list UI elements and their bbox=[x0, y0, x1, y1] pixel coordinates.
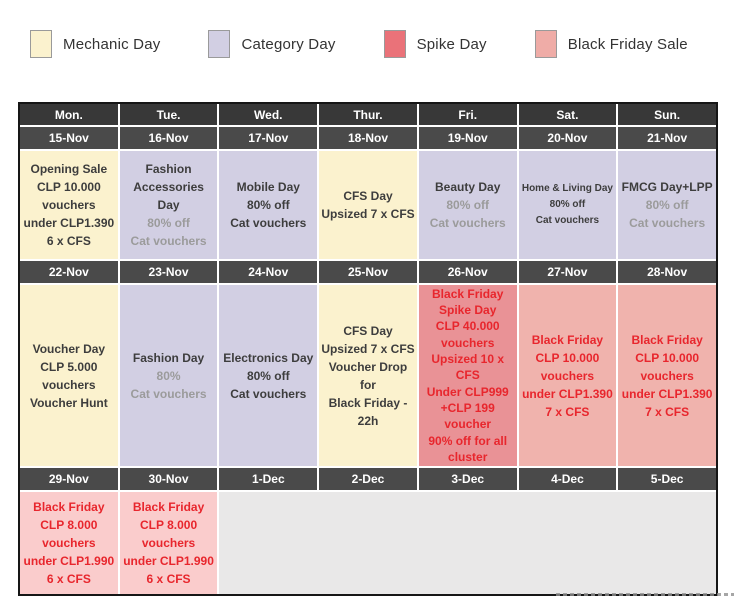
promo-cell-line: Black Friday bbox=[33, 500, 105, 514]
date-cell-26-nov: 26-Nov bbox=[419, 261, 517, 283]
promo-cell-line: Black Friday bbox=[631, 332, 703, 347]
promo-cell-line: under CLP1.390 bbox=[621, 386, 713, 401]
date-cell-2-dec: 2-Dec bbox=[319, 468, 417, 490]
promo-cell-line: Black Friday bbox=[432, 286, 504, 301]
promo-cell-line: CFS Day bbox=[343, 189, 393, 203]
promo-cell-line: 6 x CFS bbox=[46, 234, 91, 248]
day-header-sun: Sun. bbox=[618, 104, 716, 125]
promo-cell-19-nov bbox=[419, 151, 517, 259]
legend-item-black-friday-sale bbox=[535, 30, 710, 58]
day-header-thur: Thur. bbox=[319, 104, 417, 125]
promo-cell-line: under CLP1.990 bbox=[23, 554, 115, 568]
promo-calendar-table bbox=[18, 102, 718, 596]
date-cell-3-dec: 3-Dec bbox=[419, 468, 517, 490]
legend-item-category-day bbox=[208, 30, 357, 58]
promo-cell-line: under CLP1.990 bbox=[123, 554, 214, 568]
date-cell-28-nov: 28-Nov bbox=[618, 261, 716, 283]
promo-cell-21-nov bbox=[618, 151, 716, 259]
promo-cell-line: 80% off bbox=[446, 198, 490, 212]
legend-label-mechanic-day: Mechanic Day bbox=[63, 35, 161, 53]
date-cell-17-nov: 17-Nov bbox=[219, 127, 317, 149]
date-cell-19-nov: 19-Nov bbox=[419, 127, 517, 149]
promo-cell-line: 6 x CFS bbox=[146, 572, 191, 586]
legend-item-mechanic-day bbox=[30, 30, 182, 58]
promo-cell-line: Home & Living Day bbox=[521, 183, 613, 194]
promo-cell-line: under CLP1.390 bbox=[522, 386, 613, 401]
day-header-wed: Wed. bbox=[219, 104, 317, 125]
promo-cell-line: Voucher Hunt bbox=[29, 395, 108, 410]
day-header-tue: Tue. bbox=[120, 104, 218, 125]
date-cell-25-nov: 25-Nov bbox=[319, 261, 417, 283]
promo-cell-line: under CLP1.390 bbox=[23, 216, 115, 230]
promo-cell-line: Beauty Day bbox=[435, 180, 501, 194]
promo-cell-line: vouchers bbox=[141, 536, 196, 550]
promo-cell-17-nov bbox=[219, 151, 317, 259]
date-cell-21-nov: 21-Nov bbox=[618, 127, 716, 149]
date-cell-24-nov: 24-Nov bbox=[219, 261, 317, 283]
promo-cell-line: Upsized 7 x CFS bbox=[321, 341, 415, 356]
date-cell-15-nov: 15-Nov bbox=[20, 127, 118, 149]
promo-cell-27-nov bbox=[519, 285, 617, 466]
black-friday-sale-color-swatch bbox=[535, 30, 557, 58]
promo-cell-line: 80% off bbox=[645, 198, 689, 212]
promo-cell-line: 80% off bbox=[549, 199, 586, 210]
promo-cell-29-nov bbox=[20, 492, 118, 594]
promo-cell-15-nov bbox=[20, 151, 118, 259]
promo-cell-line: cluster bbox=[448, 449, 488, 464]
category-day-color-swatch bbox=[208, 30, 230, 58]
promo-cell-22-nov bbox=[20, 285, 118, 466]
promo-cell-line: 80% off bbox=[147, 216, 190, 230]
promo-cell-23-nov bbox=[120, 285, 218, 466]
promo-cell-line: Cat vouchers bbox=[130, 386, 207, 401]
promo-cell-line: Cat vouchers bbox=[130, 234, 207, 248]
promo-cell-line: CLP 10.000 bbox=[36, 180, 101, 194]
legend bbox=[30, 27, 742, 61]
promo-cell-28-nov bbox=[618, 285, 716, 466]
promo-cell-line: vouchers bbox=[540, 368, 595, 383]
promo-cell-line: 80% bbox=[156, 368, 181, 383]
promo-cell-line: Black Friday bbox=[531, 332, 604, 347]
calendar-grid bbox=[20, 104, 716, 594]
promo-cell-25-nov bbox=[319, 285, 417, 466]
date-cell-1-dec: 1-Dec bbox=[219, 468, 317, 490]
promo-cell-line: vouchers bbox=[42, 198, 96, 212]
promo-cell-line: Upsized 10 x bbox=[431, 352, 505, 367]
legend-label-black-friday-sale: Black Friday Sale bbox=[567, 35, 688, 53]
spike-day-color-swatch bbox=[384, 30, 406, 58]
date-cell-4-dec: 4-Dec bbox=[519, 468, 617, 490]
promo-cell-line: Electronics Day bbox=[223, 350, 314, 365]
promo-cell-line: Voucher Drop for bbox=[328, 359, 408, 392]
promo-cell-20-nov bbox=[519, 151, 617, 259]
promo-cell-line: 80% off bbox=[246, 198, 290, 212]
legend-label-spike-day: Spike Day bbox=[416, 35, 487, 53]
promo-cell-line: Cat vouchers bbox=[429, 216, 506, 230]
promo-cell-line: Fashion Day bbox=[132, 350, 205, 365]
promo-cell-line: CLP 5.000 bbox=[40, 359, 98, 374]
promo-cell-line: 7 x CFS bbox=[545, 404, 590, 419]
date-cell-29-nov: 29-Nov bbox=[20, 468, 118, 490]
promo-cell-line: FMCG Day+LPP bbox=[621, 180, 713, 194]
date-cell-16-nov: 16-Nov bbox=[120, 127, 218, 149]
promo-cell-line: CLP 8.000 bbox=[139, 518, 198, 532]
day-header-fri: Fri. bbox=[419, 104, 517, 125]
promo-cell-line: vouchers bbox=[42, 536, 96, 550]
promo-cell-line: CLP 8.000 bbox=[40, 518, 98, 532]
mechanic-day-color-swatch bbox=[30, 30, 52, 58]
promo-cell-line: CFS Day bbox=[343, 323, 393, 338]
promo-cell-line: 22h bbox=[357, 413, 379, 428]
legend-item-spike-day bbox=[384, 30, 509, 58]
date-cell-30-nov: 30-Nov bbox=[120, 468, 218, 490]
date-cell-27-nov: 27-Nov bbox=[519, 261, 617, 283]
promo-cell-line: Cat vouchers bbox=[629, 216, 706, 230]
date-cell-18-nov: 18-Nov bbox=[319, 127, 417, 149]
promo-cell-line: CLP 40.000 bbox=[435, 319, 500, 334]
promo-cell-line: 90% off for all bbox=[428, 433, 508, 448]
promo-cell-line: Cat vouchers bbox=[535, 215, 600, 226]
promo-cell-line: Upsized 7 x CFS bbox=[321, 207, 415, 221]
date-cell-5-dec: 5-Dec bbox=[618, 468, 716, 490]
promo-cell-line: CLP 10.000 bbox=[635, 350, 700, 365]
promo-cell-line: Cat vouchers bbox=[230, 386, 307, 401]
promo-cell-30-nov bbox=[120, 492, 218, 594]
date-cell-23-nov: 23-Nov bbox=[120, 261, 218, 283]
promo-cell-line: 6 x CFS bbox=[46, 572, 91, 586]
promo-cell-line: vouchers bbox=[640, 368, 694, 383]
promo-cell-line: vouchers bbox=[42, 377, 96, 392]
date-cell-22-nov: 22-Nov bbox=[20, 261, 118, 283]
empty-cell bbox=[219, 492, 716, 594]
promo-cell-line: Fashion Accessories Day bbox=[133, 162, 204, 212]
promo-cell-line: Mobile Day bbox=[236, 180, 300, 194]
promo-cell-24-nov bbox=[219, 285, 317, 466]
promo-cell-line: Cat vouchers bbox=[230, 216, 307, 230]
promo-cell-line: 80% off bbox=[246, 368, 290, 383]
promo-cell-line: +CLP 199 bbox=[440, 400, 495, 415]
promo-cell-line: vouchers bbox=[441, 335, 495, 350]
promo-cell-line: Black Friday bbox=[132, 500, 205, 514]
promo-cell-line: 7 x CFS bbox=[645, 404, 690, 419]
promo-cell-line: Under CLP999 bbox=[426, 384, 509, 399]
promo-cell-26-nov bbox=[419, 285, 517, 466]
promo-cell-line: voucher bbox=[444, 417, 492, 432]
promo-cell-line: Opening Sale bbox=[30, 162, 108, 176]
promo-cell-line: CFS bbox=[455, 368, 480, 383]
date-cell-20-nov: 20-Nov bbox=[519, 127, 617, 149]
legend-label-category-day: Category Day bbox=[241, 35, 336, 53]
day-header-sat: Sat. bbox=[519, 104, 617, 125]
promo-cell-16-nov bbox=[120, 151, 218, 259]
day-header-mon: Mon. bbox=[20, 104, 118, 125]
promo-cell-line: CLP 10.000 bbox=[535, 350, 600, 365]
promo-cell-18-nov bbox=[319, 151, 417, 259]
promo-cell-line: Black Friday - bbox=[328, 395, 408, 410]
promo-cell-line: Spike Day bbox=[439, 303, 497, 318]
promo-cell-line: Voucher Day bbox=[32, 341, 106, 356]
